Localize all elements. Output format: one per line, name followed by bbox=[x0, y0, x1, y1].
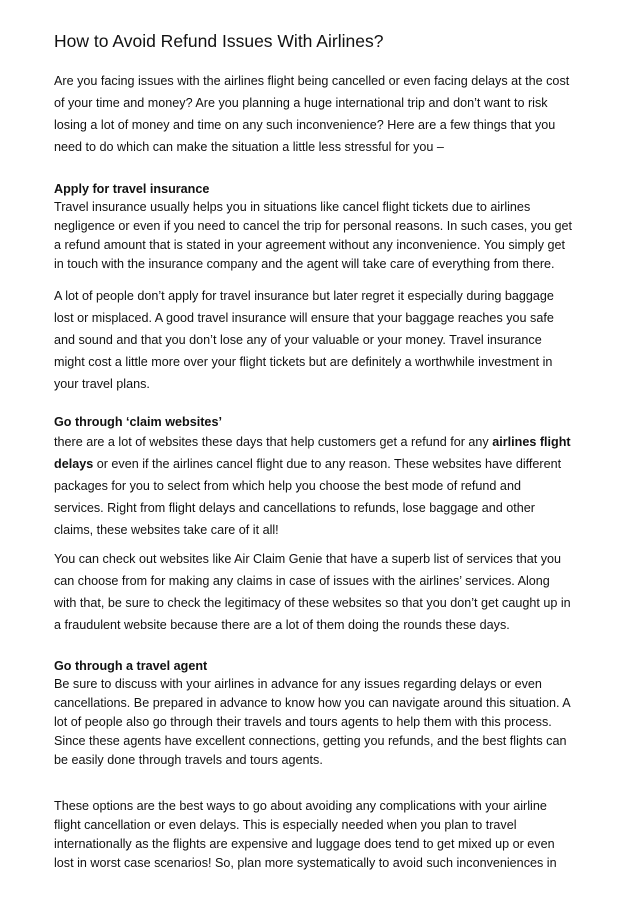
section-heading-travel-agent: Go through a travel agent bbox=[54, 659, 208, 673]
claim-websites-paragraph-1 bbox=[54, 431, 588, 541]
travel-agent-paragraph bbox=[54, 675, 588, 770]
section-heading-claim-websites: Go through ‘claim websites’ bbox=[54, 415, 222, 429]
text-line: These options are the best ways to go about avoiding any complications with your airline bbox=[54, 799, 547, 813]
travel-insurance-paragraph-2 bbox=[54, 285, 588, 395]
text-line: and sound and that you don’t lose any of your valuable or your money. Travel insurance bbox=[54, 333, 542, 347]
text-line: of your time and money? Are you planning a huge international trip and don’t want to risk bbox=[54, 96, 548, 110]
travel-insurance-paragraph-1 bbox=[54, 198, 588, 274]
text-line: need to do which can make the situation a little less stressful for you – bbox=[54, 140, 444, 154]
text-line: A lot of people don’t apply for travel insurance but later regret it especially during baggage bbox=[54, 289, 554, 303]
text-line: with that, be sure to check the legitimacy of these websites so that you don’t get caught up in bbox=[54, 596, 571, 610]
text-line: internationally as the flights are expensive and luggage does tend to get mixed up or even bbox=[54, 837, 555, 851]
text-line: You can check out websites like Air Claim Genie that have a superb list of services that you bbox=[54, 552, 562, 566]
bold-keyword: delays bbox=[54, 457, 94, 471]
text-line: packages for you to select from which help you choose the best mode of refund and bbox=[54, 479, 521, 493]
text-line: a refund amount that is stated in your agreement without any inconvenience. You simply get bbox=[54, 238, 566, 252]
text-line: lost or misplaced. A good travel insurance will ensure that your baggage reaches you safe bbox=[54, 311, 554, 325]
text-run: or even if the airlines cancel flight due to any reason. These websites have different bbox=[93, 457, 562, 471]
text-line: your travel plans. bbox=[54, 377, 150, 391]
text-line: cancellations. Be prepared in advance to know how you can navigate around this situation. A bbox=[54, 696, 571, 710]
text-line: lot of people also go through their travels and tours agents to help them with this process. bbox=[54, 715, 552, 729]
text-line bbox=[54, 453, 588, 475]
text-line: be easily done through travels and tours agents. bbox=[54, 753, 323, 767]
text-line: Since these agents have excellent connections, getting you refunds, and the best flights can bbox=[54, 734, 567, 748]
intro-paragraph bbox=[54, 70, 588, 158]
text-line: Are you facing issues with the airlines flight being cancelled or even facing delays at the cost bbox=[54, 74, 570, 88]
text-line: can choose from for making any claims in case of issues with the airlines’ services. Along bbox=[54, 574, 550, 588]
text-line: Travel insurance usually helps you in situations like cancel flight tickets due to airlines bbox=[54, 200, 531, 214]
text-run: there are a lot of websites these days that help customers get a refund for any bbox=[54, 435, 493, 449]
claim-websites-paragraph-2 bbox=[54, 548, 588, 636]
section-heading-travel-insurance: Apply for travel insurance bbox=[54, 182, 210, 196]
text-line: flight cancellation or even delays. This is especially needed when you plan to travel bbox=[54, 818, 517, 832]
text-line: Be sure to discuss with your airlines in advance for any issues regarding delays or even bbox=[54, 677, 542, 691]
text-line: services. Right from flight delays and cancellations to refunds, lose baggage and other bbox=[54, 501, 535, 515]
text-line: a fraudulent website because there are a lot of them doing the rounds these days. bbox=[54, 618, 510, 632]
text-line: negligence or even if you need to cancel the trip for personal reasons. In such cases, you get bbox=[54, 219, 573, 233]
text-line: in touch with the insurance company and the agent will take care of everything from there. bbox=[54, 257, 555, 271]
text-line: might cost a little more over your flight tickets but are definitely a worthwhile investment in bbox=[54, 355, 553, 369]
bold-keyword: airlines flight bbox=[492, 435, 571, 449]
text-line: claims, these websites take care of it all! bbox=[54, 523, 279, 537]
text-line: lost in worst case scenarios! So, plan more systematically to avoid such inconveniences in bbox=[54, 856, 557, 870]
page-title: How to Avoid Refund Issues With Airlines? bbox=[54, 31, 384, 51]
text-line: losing a lot of money and time on any such inconvenience? Here are a few things that you bbox=[54, 118, 556, 132]
closing-paragraph bbox=[54, 797, 588, 873]
text-line bbox=[54, 431, 588, 453]
